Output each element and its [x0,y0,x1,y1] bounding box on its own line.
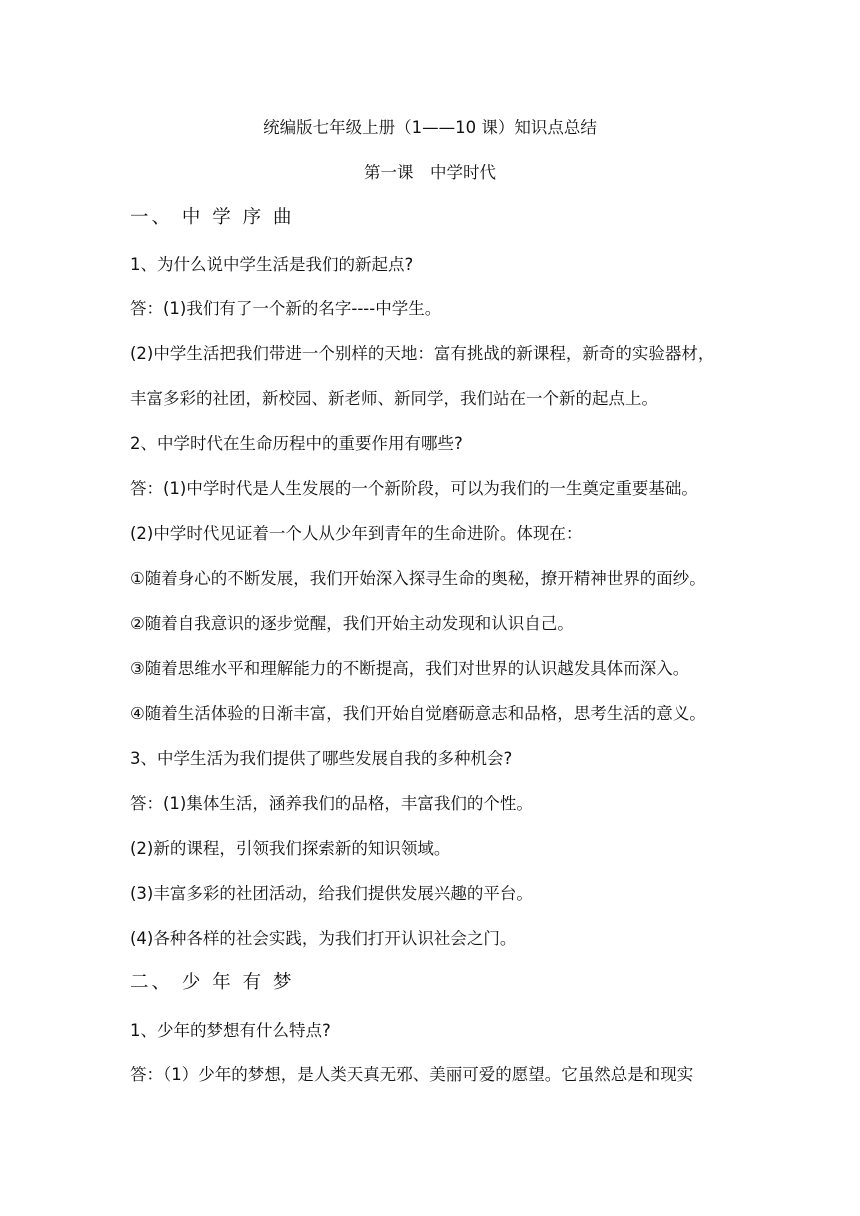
answer-1-1-2b: 丰富多彩的社团，新校园、新老师、新同学，我们站在一个新的起点上。 [130,389,658,408]
question-1-3: 3、中学生活为我们提供了哪些发展自我的多种机会? [130,749,513,768]
section-heading-1: 一、 中 学 序 曲 [130,207,295,228]
lesson-title: 第一课 中学时代 [364,163,496,182]
section-heading-2: 二、 少 年 有 梦 [130,972,295,993]
question-1-2: 2、中学时代在生命历程中的重要作用有哪些? [130,434,463,453]
answer-1-3-1: 答：(1)集体生活，涵养我们的品格，丰富我们的个性。 [130,794,533,813]
point-1-2-3: ③随着思维水平和理解能力的不断提高，我们对世界的认识越发具体而深入。 [130,659,690,678]
question-1-1: 1、为什么说中学生活是我们的新起点? [130,255,414,274]
answer-1-3-3: (3)丰富多彩的社团活动，给我们提供发展兴趣的平台。 [130,884,533,903]
answer-1-2-1: 答：(1)中学时代是人生发展的一个新阶段，可以为我们的一生奠定重要基础。 [130,479,698,498]
answer-1-2-2: (2)中学时代见证着一个人从少年到青年的生命进阶。体现在： [130,524,583,543]
point-1-2-1: ①随着身心的不断发展，我们开始深入探寻生命的奥秘，撩开精神世界的面纱。 [130,569,706,588]
answer-1-3-4: (4)各种各样的社会实践，为我们打开认识社会之门。 [130,929,517,948]
document-title: 统编版七年级上册（1——10 课）知识点总结 [263,118,597,137]
point-1-2-4: ④随着生活体验的日渐丰富，我们开始自觉磨砺意志和品格，思考生活的意义。 [130,704,706,723]
question-2-1: 1、少年的梦想有什么特点? [130,1021,331,1040]
point-1-2-2: ②随着自我意识的逐步觉醒，我们开始主动发现和认识自己。 [130,614,574,633]
answer-2-1-1: 答：（1）少年的梦想，是人类天真无邪、美丽可爱的愿望。它虽然总是和现实 [130,1065,694,1084]
answer-1-1-1: 答：(1)我们有了一个新的名字----中学生。 [130,299,442,318]
answer-1-3-2: (2)新的课程，引领我们探索新的知识领域。 [130,839,451,858]
answer-1-1-2a: (2)中学生活把我们带进一个别样的天地：富有挑战的新课程，新奇的实验器材， [130,344,715,363]
